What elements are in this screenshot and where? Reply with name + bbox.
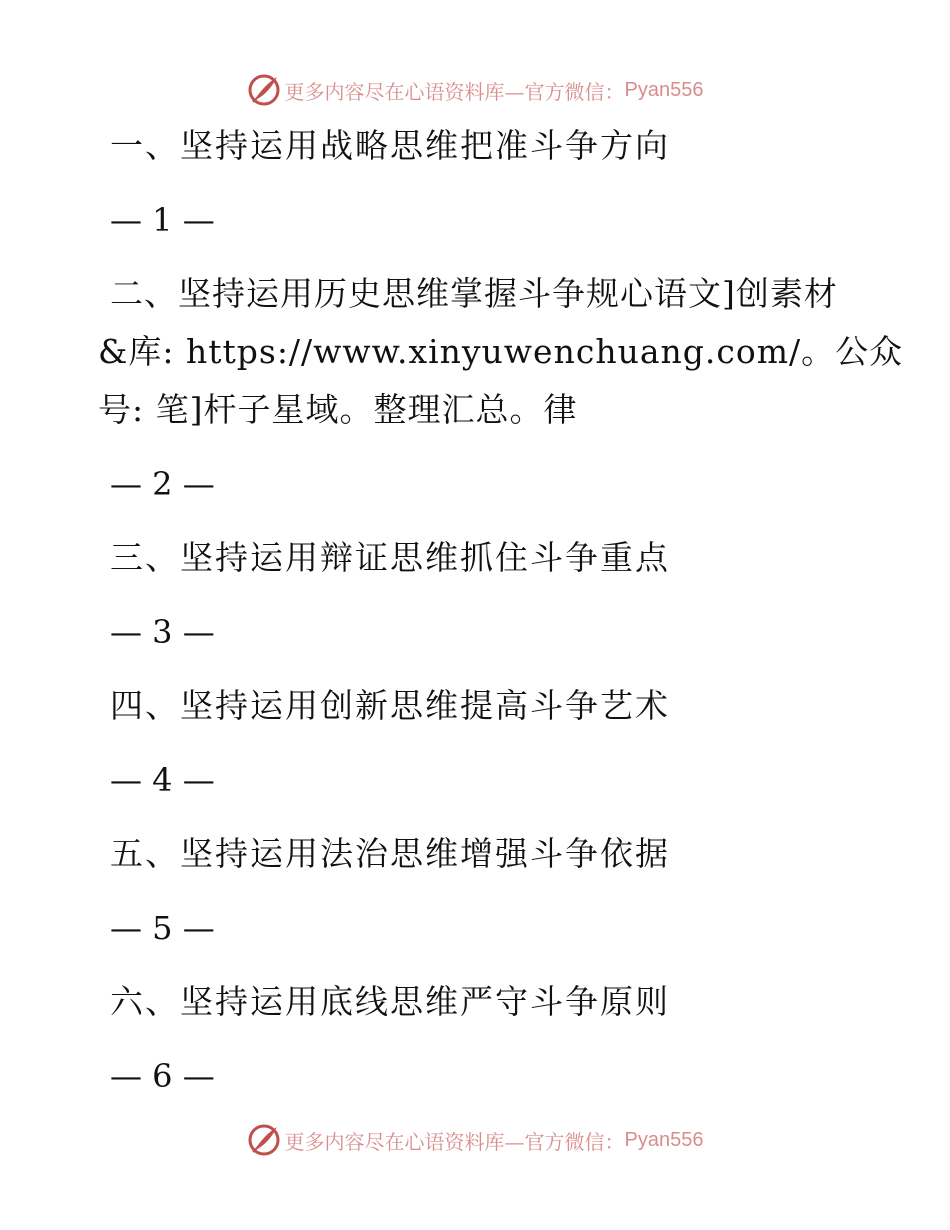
toc-page-2: — 2 — bbox=[110, 465, 215, 503]
toc-heading-2-line-3: 号: 笔]杆子星域。整理汇总。律 bbox=[98, 390, 578, 429]
banner-wechat-id: Pyan556 bbox=[624, 78, 704, 101]
toc-page-6: — 6 — bbox=[110, 1057, 215, 1095]
toc-heading-3: 三、坚持运用辩证思维抓住斗争重点 bbox=[110, 538, 670, 577]
footer-banner bbox=[0, 1120, 950, 1160]
toc-page-3: — 3 — bbox=[110, 613, 215, 651]
toc-heading-5: 五、坚持运用法治思维增强斗争依据 bbox=[110, 834, 670, 873]
toc-heading-6: 六、坚持运用底线思维严守斗争原则 bbox=[110, 982, 670, 1021]
feather-quill-logo-icon bbox=[247, 1123, 281, 1157]
toc-heading-1: 一、坚持运用战略思维把准斗争方向 bbox=[110, 126, 670, 165]
header-banner bbox=[0, 70, 950, 110]
toc-page-5: — 5 — bbox=[110, 909, 215, 947]
toc-page-4: — 4 — bbox=[110, 761, 215, 799]
toc-heading-2-line-1: 二、坚持运用历史思维掌握斗争规心语文]创素材 bbox=[110, 274, 838, 313]
banner-text: 更多内容尽在心语资料库—官方微信： bbox=[284, 1129, 625, 1154]
toc-page-1: — 1 — bbox=[110, 201, 215, 239]
banner-wechat-id: Pyan556 bbox=[624, 1128, 704, 1151]
feather-quill-logo-icon bbox=[247, 73, 281, 107]
toc-heading-4: 四、坚持运用创新思维提高斗争艺术 bbox=[110, 686, 670, 725]
banner-text: 更多内容尽在心语资料库—官方微信： bbox=[284, 79, 625, 104]
toc-heading-2 bbox=[98, 265, 904, 439]
toc-heading-2-line-2: &库: https://www.xinyuwenchuang.com/。公众 bbox=[98, 332, 904, 371]
